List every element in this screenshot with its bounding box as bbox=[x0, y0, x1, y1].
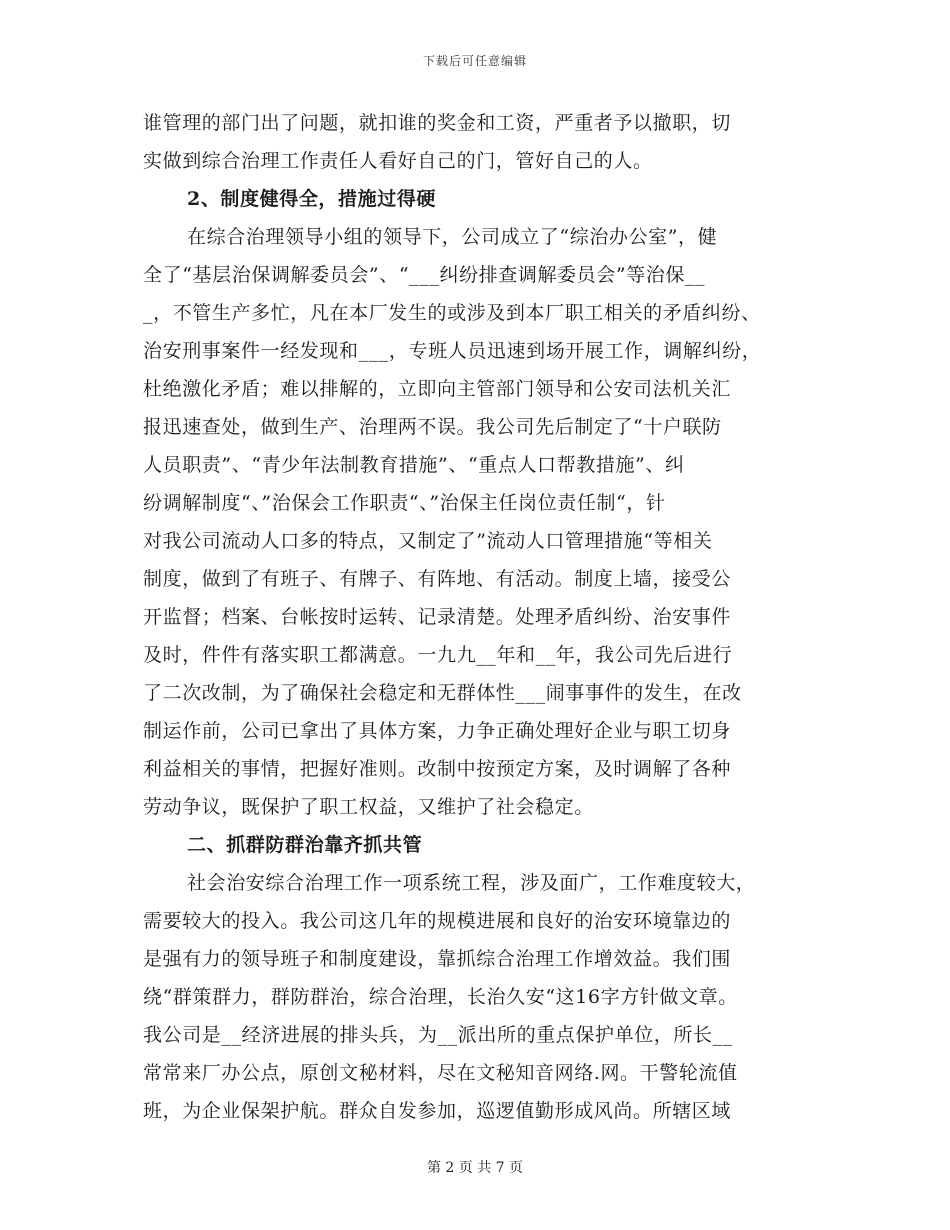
text-line: 治安刑事案件一经发现和___，专班人员迅速到场开展工作，调解纠纷， bbox=[143, 340, 762, 362]
text-line: 需要较大的投入。我公司这几年的规模进展和良好的治安环境靠边的 bbox=[143, 910, 732, 932]
text-line: 社会治安综合治理工作一项系统工程，涉及面广，工作难度较大， bbox=[187, 872, 756, 894]
page-footer: 第 2 页 共 7 页 bbox=[426, 1160, 524, 1176]
text-line: 我公司是__经济进展的排头兵，为__派出所的重点保护单位，所长__ bbox=[143, 1024, 733, 1046]
text-line: 制度，做到了有班子、有牌子、有阵地、有活动。制度上墙，接受公 bbox=[143, 568, 732, 590]
text-line: 开监督；档案、台帐按时运转、记录清楚。处理矛盾纠纷、治安事件 bbox=[143, 606, 732, 628]
text-line: 常常来厂办公点，原创文秘材料，尽在文秘知音网络.网。干警轮流值 bbox=[143, 1062, 738, 1084]
text-line: 谁管理的部门出了问题，就扣谁的奖金和工资，严重者予以撤职，切 bbox=[143, 112, 732, 134]
document-body bbox=[143, 104, 818, 1130]
text-line: 报迅速查处，做到生产、治理两不误。我公司先后制定了“十户联防 bbox=[143, 416, 722, 438]
text-line: 人员职责”、“青少年法制教育措施”、“重点人口帮教措施”、纠 bbox=[143, 454, 685, 476]
text-line: 实做到综合治理工作责任人看好自己的门，管好自己的人。 bbox=[143, 150, 653, 172]
text-line: 及时，件件有落实职工都满意。一九九__年和__年，我公司先后进行 bbox=[143, 644, 733, 666]
text-line: _，不管生产多忙，凡在本厂发生的或涉及到本厂职工相关的矛盾纠纷、 bbox=[143, 302, 761, 324]
text-line: 绕“群策群力，群防群治，综合治理，长治久安“这16字方针做文章。 bbox=[143, 986, 738, 1008]
text-line: 在综合治理领导小组的领导下，公司成立了“综治办公室”，健 bbox=[187, 226, 718, 248]
text-line: 纷调解制度“、”治保会工作职责“、”治保主任岗位责任制“，针 bbox=[143, 492, 666, 514]
section-heading: 二、抓群防群治靠齐抓共管 bbox=[187, 834, 423, 856]
text-line: 杜绝激化矛盾；难以排解的，立即向主管部门领导和公安司法机关汇 bbox=[143, 378, 732, 400]
text-line: 是强有力的领导班子和制度建设，靠抓综合治理工作增效益。我们围 bbox=[143, 948, 732, 970]
text-line: 班，为企业保架护航。群众自发参加，巡逻值勤形成风尚。所辖区域 bbox=[143, 1100, 732, 1122]
page-header-note: 下载后可任意编辑 bbox=[422, 54, 527, 68]
text-line: 对我公司流动人口多的特点，又制定了”流动人口管理措施“等相关 bbox=[143, 530, 713, 552]
text-line: 劳动争议，既保护了职工权益，又维护了社会稳定。 bbox=[143, 796, 594, 818]
text-line: 了二次改制，为了确保社会稳定和无群体性___闹事事件的发生，在改 bbox=[143, 682, 742, 704]
section-heading: 2、制度健得全，措施过得硬 bbox=[187, 188, 437, 210]
text-line: 制运作前，公司已拿出了具体方案，力争正确处理好企业与职工切身 bbox=[143, 720, 732, 742]
text-line: 全了“基层治保调解委员会”、“___纠纷排查调解委员会”等治保__ bbox=[143, 264, 706, 286]
text-line: 利益相关的事情，把握好准则。改制中按预定方案，及时调解了各种 bbox=[143, 758, 732, 780]
